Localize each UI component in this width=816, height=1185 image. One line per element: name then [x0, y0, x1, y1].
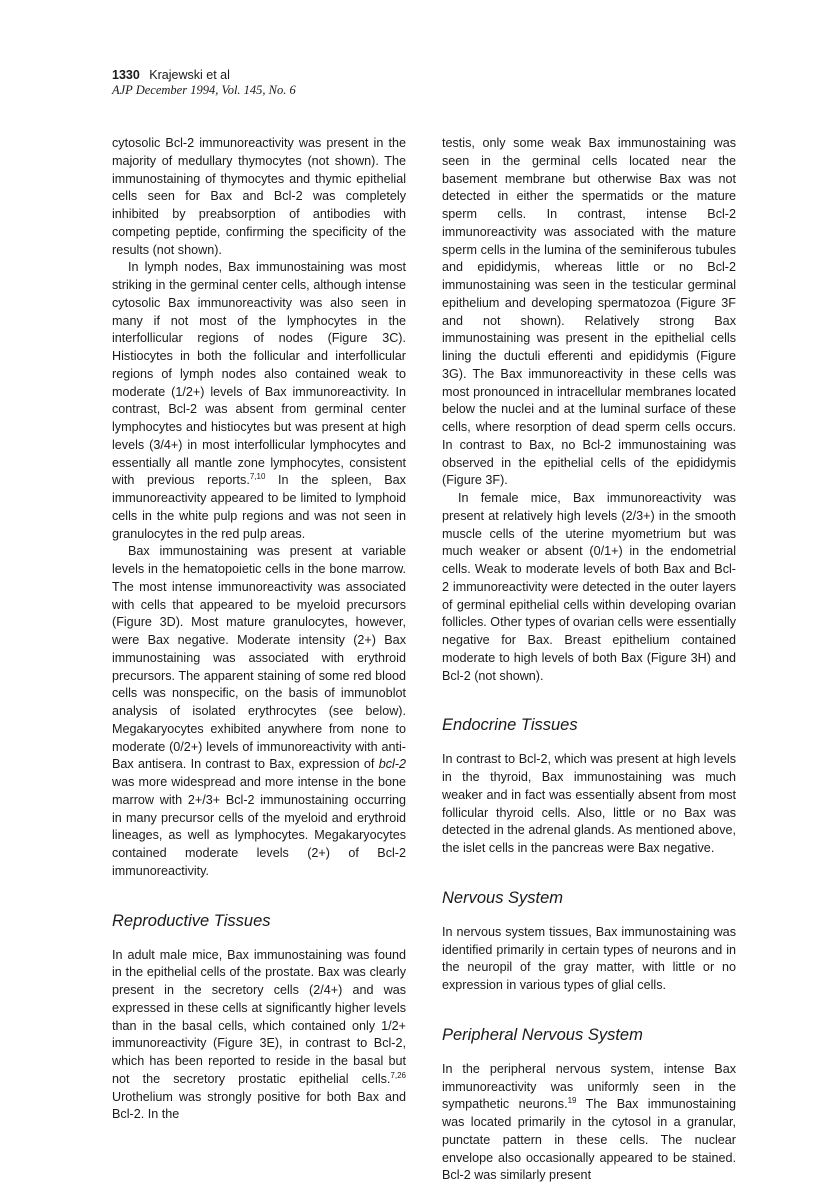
running-header [112, 68, 296, 98]
paragraph-text: The Bax immunostaining was located primarily in the cytosol in a granular, punctate pattern in these cells. The nuclear envelope also occasionally appeared to be stained. Bcl-2 was similarly present [442, 1097, 737, 1183]
paragraph [112, 947, 406, 1125]
header-line [112, 68, 296, 83]
paragraph [442, 1061, 736, 1185]
citation-ref: 19 [567, 1096, 577, 1106]
paragraph-text: Urothelium was strongly positive for both Bax and Bcl-2. In the [112, 1089, 406, 1122]
paragraph-text: In lymph nodes, Bax immunostaining was most striking in the germinal center cells, although intense cytosolic Bax immunoreactivity was also seen in many if not most of the lymphocytes in the interfollicular regions of nodes (Figure 3C). Histiocytes in both the follicular and interfollicular regions of lymph nodes also contained weak to moderate (1/2+) levels of Bax immunoreactivity. In contrast, Bcl-2 was absent from germinal center lymphocytes and histiocytes but was present at high levels (3/4+) in most interfollicular lymphocytes and essentially all mantle zone lymphocytes, consistent with previous reports. [112, 260, 406, 488]
left-column [112, 135, 406, 1124]
paragraph: In female mice, Bax immunoreactivity was present at relatively high levels (2/3+) in the smooth muscle cells of the uterine myometrium but was much weaker or absent (0/1+) in the endometrial cells. Weak to moderate levels of both Bax and Bcl-2 immunoreactivity were detected in the outer layers of germinal epithelial cells within developing ovarian follicles. Other types of ovarian cells were essentially negative for Bax. Breast epithelium contained moderate to high levels of both Bax (Figure 3H) and Bcl-2 (not shown). [442, 491, 736, 683]
paragraph [112, 259, 406, 543]
paragraph-text: was more widespread and more intense in the bone marrow with 2+/3+ Bcl-2 immunostaining occurring in many precursor cells of the myeloid and erythroid lineages, as well as lymphocytes. Megakaryocytes contained moderate levels (2+) of Bcl-2 immunoreactivity. [112, 775, 406, 878]
paragraph: In nervous system tissues, Bax immunostaining was identified primarily in certain types of neurons and in the neuropil of the gray matter, with little or no expression in various types of glial cells. [442, 924, 736, 992]
gene-name: bcl-2 [378, 757, 406, 772]
paragraph-text: In the spleen, Bax immunoreactivity appeared to be limited to lymphoid cells in the white pulp regions and was not seen in granulocytes in the red pulp areas. [112, 473, 406, 541]
section-heading-peripheral: Peripheral Nervous System [442, 1025, 643, 1044]
paragraph: cytosolic Bcl-2 immunoreactivity was present in the majority of medullary thymocytes (not shown). The immunostaining of thymocytes and thymic epithelial cells seen for Bax and Bcl-2 was completely inhibited by preabsorption of antibodies with competing peptide, confirming the specificity of the results (not shown). [112, 136, 406, 257]
paragraph: In contrast to Bcl-2, which was present at high levels in the thyroid, Bax immunostaining was much weaker and in fact was essentially absent from most follicular thyroid cells. Also, little or no Bax was detected in the adrenal glands. As mentioned above, the islet cells in the pancreas were Bax negative. [442, 752, 736, 855]
section-heading-endocrine: Endocrine Tissues [442, 716, 578, 735]
section-heading-reproductive: Reproductive Tissues [112, 911, 271, 930]
right-column [442, 135, 736, 1185]
paragraph-text: In the peripheral nervous system, intense Bax immunoreactivity was uniformly seen in the sympathetic neurons. [442, 1061, 736, 1112]
paragraph-text: Bax immunostaining was present at variable levels in the hematopoietic cells in the bone marrow. The most intense immunoreactivity was associated with cells that appeared to be myeloid precursors (Figure 3D). Most mature granulocytes, however, were Bax negative. Moderate intensity (2+) Bax immunostaining was associated with erythroid precursors. The apparent staining of some red blood cells was nonspecific, on the basis of immunoblot analysis of isolated erythrocytes (see below). Megakaryocytes exhibited anywhere from none to moderate (0/2+) levels of immunoreactivity with anti-Bax antisera. In contrast to Bax, expression of [112, 544, 406, 772]
citation-ref: 7,10 [249, 472, 266, 482]
paragraph: testis, only some weak Bax immunostaining was seen in the germinal cells located near the basement membrane but otherwise Bax was not detected in either the spermatids or the mature sperm cells. In contrast, intense Bcl-2 immunoreactivity was associated with the mature sperm cells in the lumina of the seminiferous tubules and epididymis, whereas little or no Bcl-2 immunostaining was seen in the testicular germinal epithelium and developing spermatozoa (Figure 3F and not shown). Relatively strong Bax immunostaining was present in the epithelial cells lining the ductuli efferenti and epididymis (Figure 3G). The Bax immunoreactivity in these cells was most pronounced in intracellular membranes located below the nuclei and at the luminal surface of these cells, where resorption of dead sperm cells occurs. In contrast to Bax, no Bcl-2 immunostaining was observed in the epithelial cells of the epididymis (Figure 3F). [442, 136, 736, 488]
journal-citation: AJP December 1994, Vol. 145, No. 6 [112, 83, 296, 97]
page-number: 1330 [112, 68, 140, 82]
citation-ref: 7,26 [390, 1070, 406, 1080]
section-heading-nervous: Nervous System [442, 888, 564, 907]
paragraph-text: In adult male mice, Bax immunostaining was found in the epithelial cells of the prostate. Bax was clearly present in the secretory cells (2/4+) and was expressed in these cells at significantly higher levels than in the basal cells, which contained only 1/2+ immunoreactivity (Figure 3E), in contrast to Bcl-2, which has been reported to reside in the basal but not the secretory prostatic epithelial cells. [112, 947, 406, 1086]
paragraph [112, 543, 406, 880]
authors: Krajewski et al [149, 68, 230, 82]
